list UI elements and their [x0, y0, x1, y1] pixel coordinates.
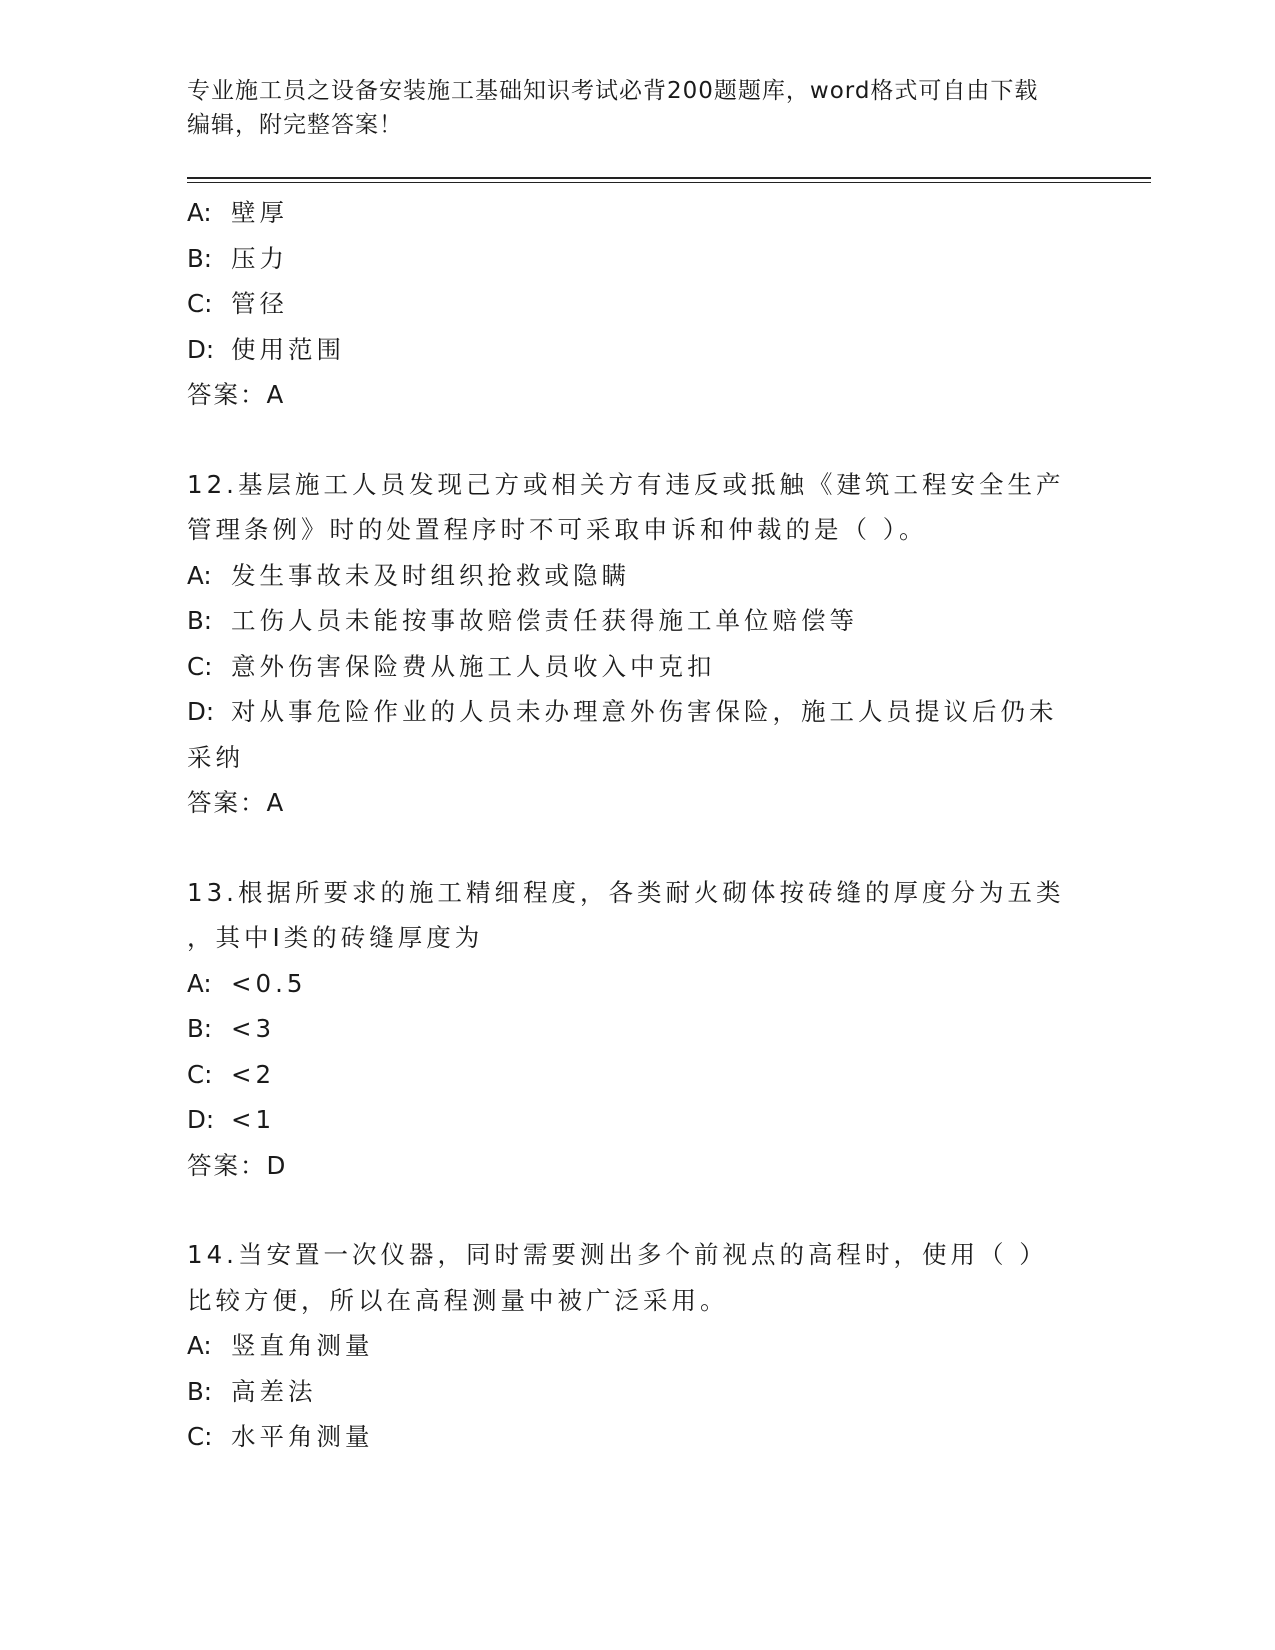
- option-letter: D:: [187, 334, 215, 364]
- option-text: 水平角测量: [231, 1422, 374, 1451]
- option-letter: A:: [187, 560, 212, 590]
- option-d: [187, 1097, 1087, 1143]
- option-letter: A:: [187, 198, 212, 227]
- answer: 答案：D: [187, 1150, 288, 1180]
- option-text: 竖直角测量: [231, 1331, 374, 1360]
- option-text: 高差法: [231, 1376, 317, 1406]
- option-text: 使用范围: [231, 334, 345, 364]
- spacer: [187, 826, 1087, 870]
- option-d-cont: 采纳: [187, 742, 244, 772]
- option-text: <0.5: [231, 968, 307, 998]
- option-c: [187, 1414, 1087, 1460]
- spacer: [187, 418, 1087, 462]
- option-letter: C:: [187, 1059, 213, 1089]
- option-c: [187, 281, 1087, 327]
- option-text: <3: [231, 1014, 276, 1043]
- option-text: <1: [231, 1105, 276, 1134]
- spacer: [187, 1188, 1087, 1232]
- option-d: [187, 327, 1087, 373]
- option-c: [187, 644, 1087, 690]
- option-d: [187, 689, 1087, 735]
- option-letter: A:: [187, 1331, 212, 1360]
- question-12: [187, 462, 1087, 826]
- option-a: [187, 190, 1087, 236]
- option-a: [187, 1323, 1087, 1369]
- header-line-2: 编辑，附完整答案！: [187, 112, 403, 138]
- option-letter: C:: [187, 1422, 213, 1451]
- option-b: [187, 236, 1087, 282]
- option-letter: B:: [187, 1014, 213, 1043]
- option-letter: B:: [187, 243, 213, 273]
- header-rule-thick: [187, 177, 1151, 179]
- question-14: [187, 1232, 1087, 1460]
- option-b: [187, 1369, 1087, 1415]
- question-11: [187, 190, 1087, 418]
- option-text: 壁厚: [231, 198, 288, 227]
- question-stem: 14.当安置一次仪器，同时需要测出多个前视点的高程时，使用（ ）: [187, 1240, 1048, 1269]
- option-letter: D:: [187, 1105, 215, 1134]
- option-text: 工伤人员未能按事故赔偿责任获得施工单位赔偿等: [231, 606, 858, 635]
- header-rule-thin: [187, 182, 1151, 183]
- option-letter: B:: [187, 606, 213, 635]
- answer: 答案：A: [187, 380, 286, 409]
- option-letter: B:: [187, 1376, 213, 1406]
- question-stem-cont: 比较方便，所以在高程测量中被广泛采用。: [187, 1285, 729, 1315]
- header-line-1: 专业施工员之设备安装施工基础知识考试必背200题题库，word格式可自由下载: [187, 78, 1039, 104]
- question-13: [187, 870, 1087, 1189]
- option-text: 压力: [231, 243, 288, 273]
- option-letter: D:: [187, 697, 215, 726]
- option-b: [187, 598, 1087, 644]
- option-text: 管径: [231, 289, 288, 318]
- option-b: [187, 1006, 1087, 1052]
- option-letter: A:: [187, 968, 212, 998]
- question-stem-cont: ，其中Ⅰ类的砖缝厚度为: [187, 923, 484, 952]
- question-stem-cont: 管理条例》时的处置程序时不可采取申诉和仲裁的是（ ）。: [187, 515, 928, 544]
- option-letter: C:: [187, 651, 213, 681]
- question-stem: 13.根据所要求的施工精细程度，各类耐火砌体按砖缝的厚度分为五类: [187, 877, 1065, 907]
- option-text: 对从事危险作业的人员未办理意外伤害保险，施工人员提议后仍未: [231, 697, 1058, 726]
- option-a: [187, 553, 1087, 599]
- document-body: [187, 190, 1087, 1460]
- option-letter: C:: [187, 289, 213, 318]
- option-text: 意外伤害保险费从施工人员收入中克扣: [231, 651, 716, 681]
- option-c: [187, 1052, 1087, 1098]
- option-text: 发生事故未及时组织抢救或隐瞒: [231, 560, 630, 590]
- question-stem: 12.基层施工人员发现己方或相关方有违反或抵触《建筑工程安全生产: [187, 469, 1065, 499]
- option-a: [187, 961, 1087, 1007]
- option-text: <2: [231, 1059, 276, 1089]
- document-header: [187, 74, 1087, 142]
- answer: 答案：A: [187, 788, 286, 817]
